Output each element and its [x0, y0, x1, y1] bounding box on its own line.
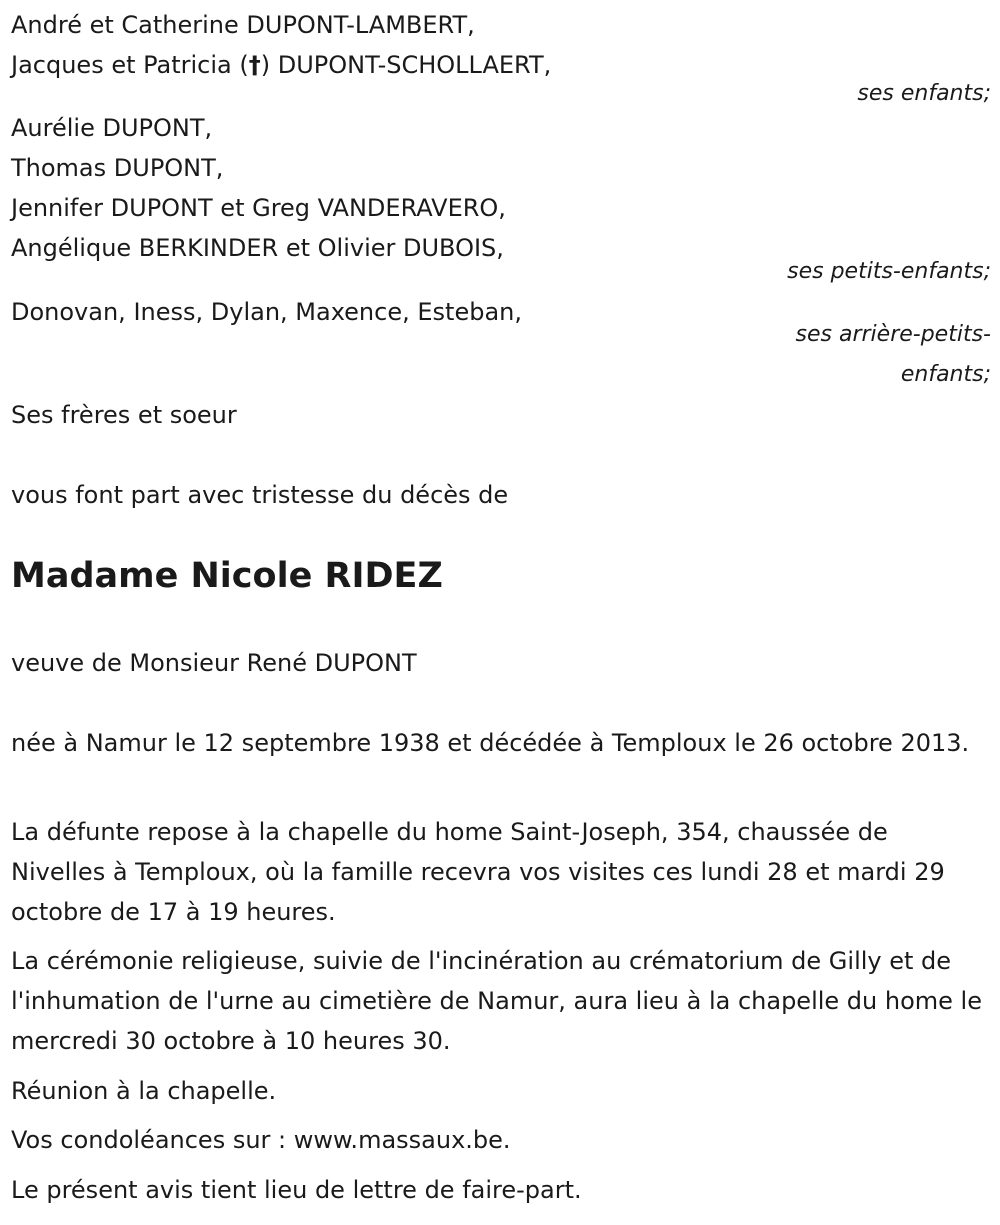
grandchildren-role: ses petits-enfants;	[787, 259, 991, 284]
children-role: ses enfants;	[857, 81, 991, 106]
visitation-paragraph: La défunte repose à la chapelle du home Saint-Joseph, 354, chaussée de Nivelles à Temploux, où la famille recevra vos visites ces lundi 28 et mardi 29 octobre de 17 à 19 heures.	[11, 818, 945, 926]
announcement-line: vous font part avec tristesse du décès de	[11, 481, 509, 509]
dagger-cross-icon: †	[248, 51, 261, 79]
notice-paragraph: Le présent avis tient lieu de lettre de faire-part.	[11, 1176, 582, 1204]
grandchild-line-4: Angélique BERKINDER et Olivier DUBOIS,	[11, 234, 504, 262]
child-line-1: André et Catherine DUPONT-LAMBERT,	[11, 11, 475, 39]
children-group	[11, 5, 991, 113]
child-line-2: Jacques et Patricia (†) DUPONT-SCHOLLAERT,	[11, 51, 552, 79]
deceased-name: Madame Nicole RIDEZ	[11, 556, 443, 596]
birth-death-paragraph: née à Namur le 12 septembre 1938 et décédée à Temploux le 26 octobre 2013.	[11, 729, 970, 757]
great-grandchildren-role-1: ses arrière-petits-	[795, 322, 991, 347]
child-line-2-surname: DUPONT-SCHOLLAERT,	[277, 51, 552, 79]
great-grandchild-line-1: Donovan, Iness, Dylan, Maxence, Esteban,	[11, 298, 522, 326]
grandchild-line-3: Jennifer DUPONT et Greg VANDERAVERO,	[11, 194, 506, 222]
siblings-line: Ses frères et soeur	[11, 401, 237, 429]
reunion-paragraph: Réunion à la chapelle.	[11, 1077, 277, 1105]
widow-of-line: veuve de Monsieur René DUPONT	[11, 649, 417, 677]
condolences-paragraph: Vos condoléances sur : www.massaux.be.	[11, 1126, 511, 1154]
ceremony-paragraph: La cérémonie religieuse, suivie de l'incinération au crématorium de Gilly et de l'inhumation de l'urne au cimetière de Namur, aura lieu à la chapelle du home le mercredi 30 octobre à 10 heures 30.	[11, 947, 982, 1055]
great-grandchildren-role-2: enfants;	[900, 362, 991, 387]
great-grandchildren-group	[11, 292, 991, 402]
grandchild-line-2: Thomas DUPONT,	[11, 154, 224, 182]
child-line-2-name: Jacques et Patricia	[11, 51, 232, 79]
grandchild-line-1: Aurélie DUPONT,	[11, 114, 213, 142]
grandchildren-group	[11, 108, 991, 298]
